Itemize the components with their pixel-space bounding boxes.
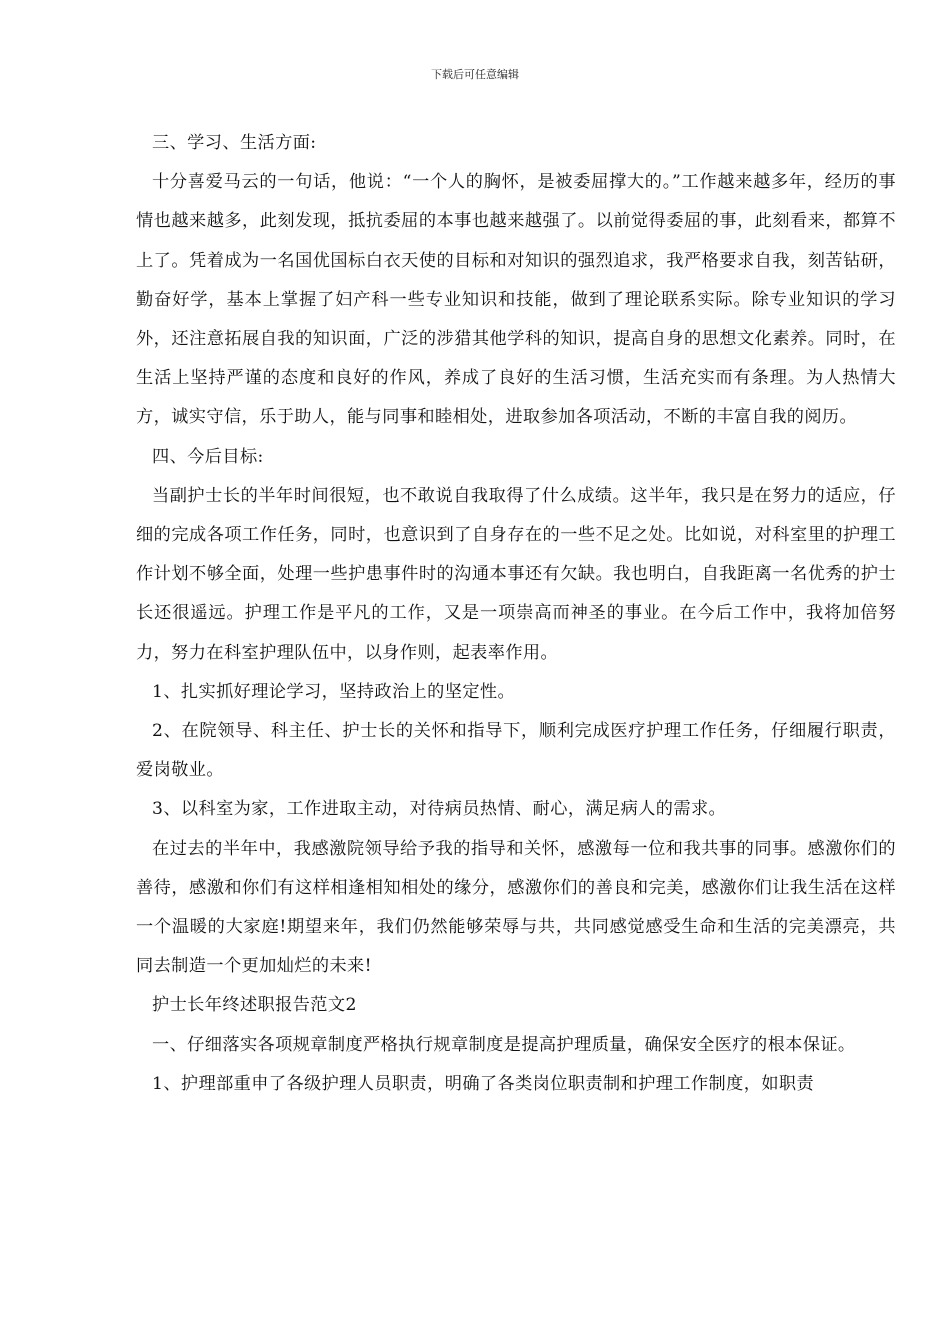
paragraph-nursing-duties: 1、护理部重申了各级护理人员职责，明确了各类岗位职责制和护理工作制度，如职责 [152,1073,815,1094]
paragraph-study-life: 十分喜爱马云的一句话，他说：“一个人的胸怀，是被委屈撑大的。”工作越来越多年，经历的事情也越来越多，此刻发现，抵抗委屈的本事也越来越强了。以前觉得委屈的事，此刻看来，都算不上了。凭着成为一名国优国标白衣天使的目标和对知识的强烈追求，我严格要求自我，刻苦钻研，勤奋好学，基本上掌握了妇产科一些专业知识和技能，做到了理论联系实际。除专业知识的学习外，还注意拓展自我的知识面，广泛的涉猎其他学科的知识，提高自身的思想文化素养。同时，在生活上坚持严谨的态度和良好的作风，养成了良好的生活习惯，生活充实而有条理。为人热情大方，诚实守信，乐于助人，能与同事和睦相处，进取参加各项活动，不断的丰富自我的阅历。 [136,172,896,428]
document-body [136,124,896,1104]
section-heading-study-life: 三、学习、生活方面: [152,133,317,153]
list-item-1: 1、扎实抓好理论学习，坚持政治上的坚定性。 [152,681,516,702]
paragraph-gratitude: 在过去的半年中，我感激院领导给予我的指导和关怀，感激每一位和我共事的同事。感激你们的善待，感激和你们有这样相逢相知相处的缘分，感激你们的善良和完美，感激你们让我生活在这样一个温暖的大家庭!期望来年，我们仍然能够荣辱与共，共同感觉感受生命和生活的完美漂亮，共同去制造一个更加灿烂的未来! [136,838,896,977]
section-heading-future-goals: 四、今后目标: [152,446,264,467]
list-item-3: 3、以科室为家，工作进取主动，对待病员热情、耐心，满足病人的需求。 [152,799,727,820]
list-item-2: 2、在院领导、科主任、护士长的关怀和指导下，顺利完成医疗护理工作任务，仔细履行职责，爱岗敬业。 [136,721,896,781]
paragraph-future-goals: 当副护士长的半年时间很短，也不敢说自我取得了什么成绩。这半年，我只是在努力的适应，仔细的完成各项工作任务，同时，也意识到了自身存在的一些不足之处。比如说，对科室里的护理工作计划不够全面，处理一些护患事件时的沟通本事还有欠缺。我也明白，自我距离一名优秀的护士长还很遥远。护理工作是平凡的工作，又是一项崇高而神圣的事业。在今后工作中，我将加倍努力，努力在科室护理队伍中，以身作则，起表率作用。 [136,485,896,663]
section-title-sample-2: 护士长年终述职报告范文2 [152,995,357,1016]
page-header-note: 下载后可任意编辑 [431,68,519,81]
paragraph-rules: 一、仔细落实各项规章制度严格执行规章制度是提高护理质量，确保安全医疗的根本保证。 [152,1034,856,1055]
